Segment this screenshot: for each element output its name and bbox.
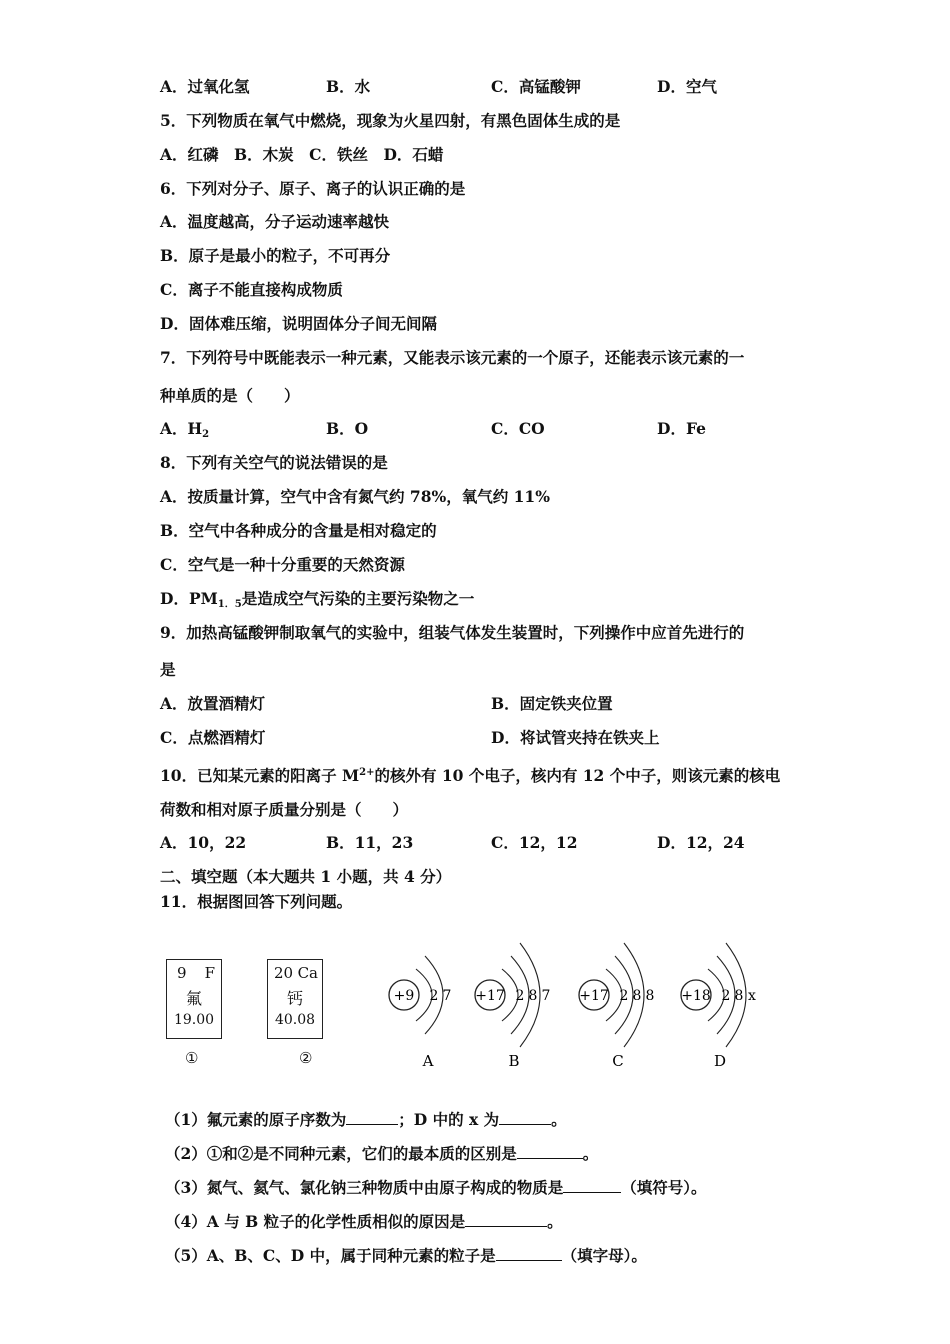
shell-electron-count: 2 bbox=[721, 988, 731, 1004]
element-name: 钙 bbox=[286, 989, 303, 1008]
box2-label: ② bbox=[299, 1049, 313, 1067]
atomic-number: 20 bbox=[274, 964, 294, 982]
element-symbol: Ca bbox=[297, 964, 318, 982]
q9-option-a: A．放置酒精灯 bbox=[160, 694, 266, 713]
atom-diagram-b bbox=[475, 943, 550, 1070]
q8-stem: 8．下列有关空气的说法错误的是 bbox=[160, 453, 388, 472]
q10-option-c: C．12，12 bbox=[491, 833, 578, 852]
q10-stem-line2: 荷数和相对原子质量分别是（ ） bbox=[160, 800, 409, 819]
answer-blank[interactable] bbox=[563, 1178, 621, 1193]
element-symbol: F bbox=[204, 964, 215, 982]
shell-electron-count: 2 bbox=[515, 988, 525, 1004]
q8-option-a: A．按质量计算，空气中含有氮气约 78%，氧气约 11% bbox=[160, 487, 550, 506]
q10-stem-line1: 10．已知某元素的阳离子 $M^{2+}$的核外有 10 个电子，核内有 12 个中子，则该元素的核电 bbox=[160, 766, 781, 785]
shell-electron-count: x bbox=[748, 988, 756, 1004]
atom-label: D bbox=[713, 1052, 727, 1070]
atom-structure-diagrams bbox=[370, 930, 780, 1075]
nucleus-charge: +9 bbox=[393, 988, 415, 1004]
atom-diagram-d bbox=[681, 943, 756, 1070]
nucleus-charge: +17 bbox=[475, 988, 505, 1004]
box1-label: ① bbox=[185, 1049, 199, 1067]
answer-blank[interactable] bbox=[465, 1212, 547, 1227]
q8-option-b: B．空气中各种成分的含量是相对稳定的 bbox=[160, 521, 437, 540]
q4-option-b: B．水 bbox=[326, 77, 371, 96]
q11-part1: （1）氟元素的原子序数为 ；D 中的 x 为 。 bbox=[165, 1110, 567, 1129]
q7-option-d: D．Fe bbox=[657, 419, 706, 438]
q11-stem: 11．根据图回答下列问题。 bbox=[160, 892, 353, 911]
q11-part3: （3）氮气、氦气、氯化钠三种物质中由原子构成的物质是 （填符号）。 bbox=[165, 1178, 707, 1197]
section-heading: 二、填空题（本大题共 1 小题，共 4 分） bbox=[160, 867, 452, 886]
atom-diagram-a bbox=[389, 956, 451, 1070]
q7-stem-line1: 7．下列符号中既能表示一种元素，又能表示该元素的一个原子，还能表示该元素的一 bbox=[160, 348, 745, 367]
q5-stem: 5．下列物质在氧气中燃烧，现象为火星四射，有黑色固体生成的是 bbox=[160, 111, 621, 130]
q10-option-a: A．10，22 bbox=[160, 833, 247, 852]
shell-electron-count: 8 bbox=[645, 988, 655, 1004]
shell-electron-count: 2 bbox=[619, 988, 629, 1004]
q7-option-b: B．O bbox=[326, 419, 369, 438]
q6-option-a: A．温度越高，分子运动速率越快 bbox=[160, 212, 390, 231]
element-box-fluorine bbox=[166, 959, 222, 1039]
q9-option-c: C．点燃酒精灯 bbox=[160, 728, 266, 747]
q6-option-c: C．离子不能直接构成物质 bbox=[160, 280, 343, 299]
answer-blank[interactable] bbox=[499, 1110, 551, 1125]
q10-option-d: D．12，24 bbox=[657, 833, 745, 852]
q8-option-c: C．空气是一种十分重要的天然资源 bbox=[160, 555, 405, 574]
q4-option-c: C．高锰酸钾 bbox=[491, 77, 581, 96]
atomic-mass: 19.00 bbox=[173, 1012, 215, 1028]
q6-stem: 6．下列对分子、原子、离子的认识正确的是 bbox=[160, 179, 466, 198]
q10-option-b: B．11，23 bbox=[326, 833, 414, 852]
nucleus-charge: +18 bbox=[681, 988, 711, 1004]
atomic-mass: 40.08 bbox=[274, 1012, 316, 1028]
nucleus-charge: +17 bbox=[579, 988, 609, 1004]
q4-option-a: A．过氧化氢 bbox=[160, 77, 250, 96]
q6-option-d: D．固体难压缩，说明固体分子间无间隔 bbox=[160, 314, 437, 333]
shell-electron-count: 2 bbox=[429, 988, 439, 1004]
atom-label: C bbox=[612, 1052, 624, 1070]
q9-stem-line2: 是 bbox=[160, 660, 176, 679]
shell-electron-count: 7 bbox=[541, 988, 551, 1004]
q5-options: A．红磷 B．木炭 C．铁丝 D．石蜡 bbox=[160, 145, 444, 164]
atom-label: A bbox=[422, 1052, 434, 1070]
atom-diagram-c bbox=[579, 943, 654, 1070]
q7-option-c: C．CO bbox=[491, 419, 545, 438]
answer-blank[interactable] bbox=[517, 1144, 583, 1159]
answer-blank[interactable] bbox=[346, 1110, 398, 1125]
q11-part5: （5）A、B、C、D 中，属于同种元素的粒子是 （填字母）。 bbox=[165, 1246, 647, 1265]
atom-label: B bbox=[508, 1052, 520, 1070]
q9-stem-line1: 9．加热高锰酸钾制取氧气的实验中，组装气体发生装置时，下列操作中应首先进行的 bbox=[160, 623, 745, 642]
element-name: 氟 bbox=[185, 989, 202, 1008]
shell-electron-count: 8 bbox=[528, 988, 538, 1004]
shell-electron-count: 7 bbox=[442, 988, 452, 1004]
q11-part4: （4）A 与 B 粒子的化学性质相似的原因是 。 bbox=[165, 1212, 563, 1231]
q9-option-b: B．固定铁夹位置 bbox=[491, 694, 613, 713]
q7-option-a: A．$H_2$ bbox=[160, 419, 210, 440]
answer-blank[interactable] bbox=[496, 1246, 562, 1261]
q4-option-d: D．空气 bbox=[657, 77, 717, 96]
atomic-number: 9 bbox=[177, 964, 187, 982]
q7-stem-line2: 种单质的是（ ） bbox=[160, 386, 300, 405]
q9-option-d: D．将试管夹持在铁夹上 bbox=[491, 728, 660, 747]
shell-electron-count: 8 bbox=[632, 988, 642, 1004]
q6-option-b: B．原子是最小的粒子，不可再分 bbox=[160, 246, 391, 265]
shell-electron-count: 8 bbox=[734, 988, 744, 1004]
q8-option-d: D．$PM_{1.5}$是造成空气污染的主要污染物之一 bbox=[160, 589, 475, 610]
q11-part2: （2）①和②是不同种元素，它们的最本质的区别是 。 bbox=[165, 1144, 599, 1163]
element-box-calcium bbox=[267, 959, 323, 1039]
